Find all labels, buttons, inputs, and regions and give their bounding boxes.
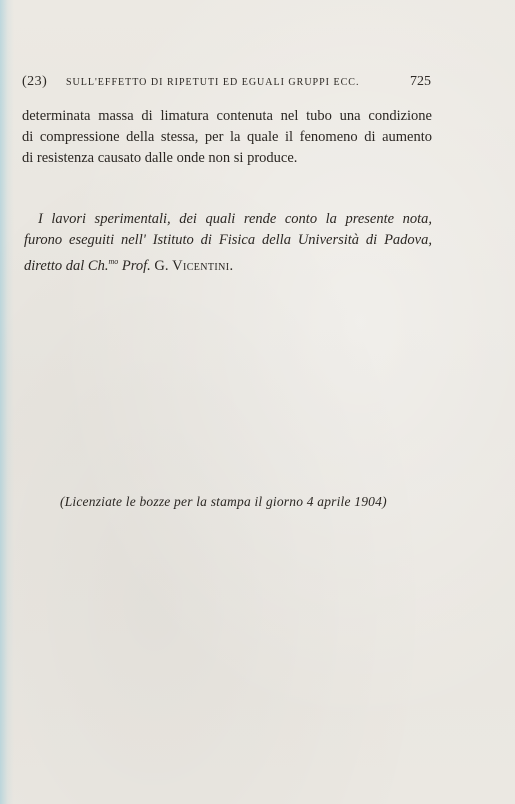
note-prof-title: Prof.	[121, 258, 151, 274]
acknowledgement-note	[24, 209, 432, 277]
note-superscript: mo	[108, 257, 119, 266]
body-paragraph	[22, 106, 432, 169]
proof-release-note: (Licenziate le bozze per la stampa il giorno 4 aprile 1904)	[60, 494, 387, 509]
note-directed-by: diretto dal Ch.	[24, 258, 109, 274]
running-header	[22, 74, 431, 94]
running-title: SULL'EFFETTO DI RIPETUTI ED EGUALI GRUPPI ECC.	[66, 77, 360, 88]
page-edge-tint	[0, 0, 14, 804]
body-line-3: di resistenza causato dalle onde non si produce.	[22, 150, 298, 166]
section-number: (23)	[22, 74, 48, 89]
body-line-1: determinata massa di limatura contenuta nel tubo una condizione	[22, 108, 432, 124]
body-line-2: di compressione della stessa, per la quale il fenomeno di aumento	[22, 129, 432, 145]
note-line-3	[24, 251, 432, 277]
note-initial: G.	[154, 258, 169, 274]
page-number: 725	[410, 74, 431, 89]
note-line-1: I lavori sperimentali, dei quali rende conto la presente nota,	[38, 211, 432, 227]
note-director-name: Vicentini.	[172, 258, 234, 274]
note-line-2: furono eseguiti nell' Istituto di Fisica della Università di Padova,	[24, 232, 432, 248]
